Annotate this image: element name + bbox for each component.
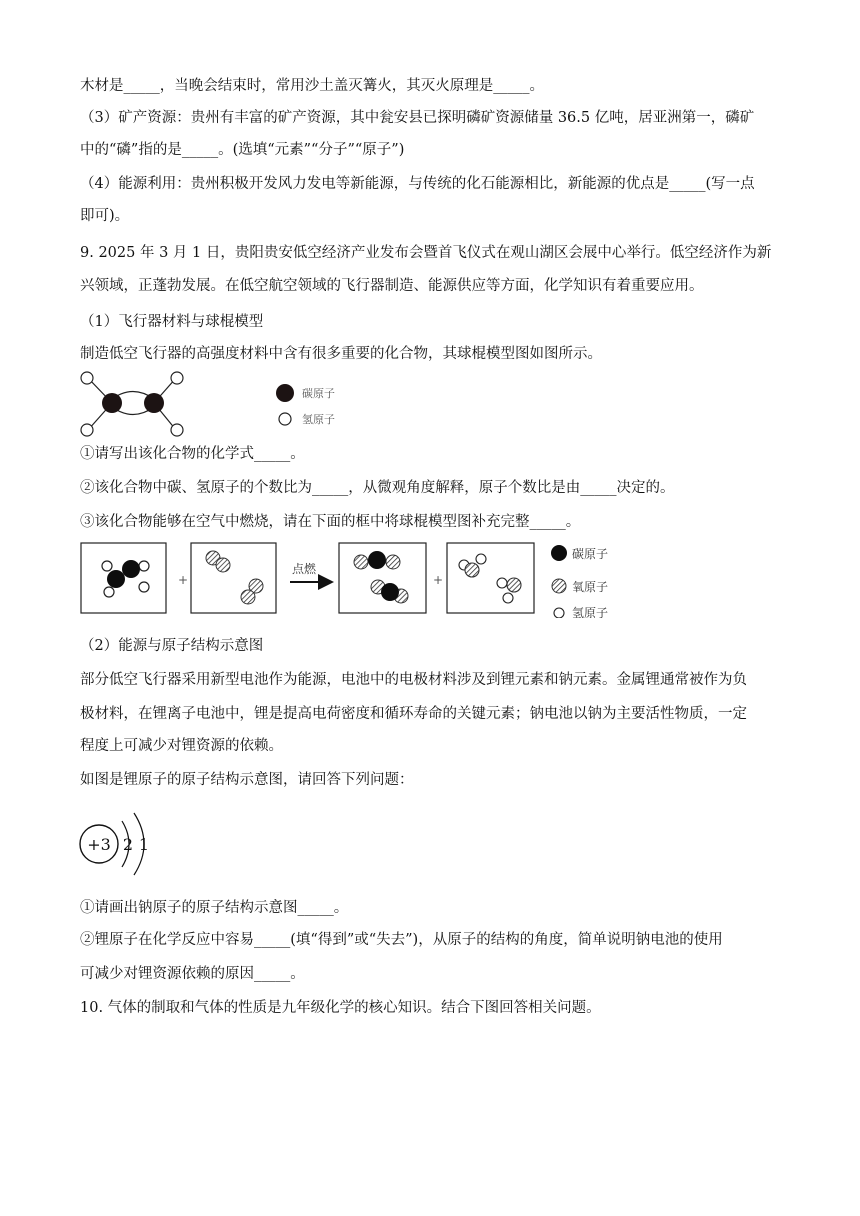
- hydrogen-atom: [476, 554, 486, 564]
- oxygen-atom: [507, 578, 521, 592]
- nucleus-charge: +3: [87, 835, 111, 854]
- text-line: 极材料，在锂离子电池中，锂是提高电荷密度和循环寿命的关键元素；钠电池以钠为主要活性物质，一定: [80, 706, 747, 722]
- hydrogen-atom: [102, 561, 112, 571]
- legend-oxygen-swatch: [552, 579, 566, 593]
- plus-sign: +: [178, 573, 189, 587]
- hydrogen-atom: [104, 587, 114, 597]
- subheading: （1）飞行器材料与球棍模型: [80, 314, 264, 330]
- text-line: （3）矿产资源：贵州有丰富的矿产资源，其中瓮安县已探明磷矿资源储量 36.5 亿吨，居亚洲第一，磷矿: [80, 110, 755, 126]
- question-line: ②锂原子在化学反应中容易_____(填“得到”或“失去”)，从原子的结构的角度，简单说明钠电池的使用: [80, 932, 723, 948]
- question-line: ③该化合物能够在空气中燃烧，请在下面的框中将球棍模型图补充完整_____。: [80, 514, 581, 530]
- carbon-atom: [368, 551, 386, 569]
- text-line: 中的“磷”指的是_____。(选填“元素”“分子”“原子”): [80, 142, 405, 158]
- legend-carbon-swatch: [276, 384, 294, 402]
- question-10-line: 10. 气体的制取和气体的性质是九年级化学的核心知识。结合下图回答相关问题。: [80, 1000, 601, 1016]
- hydrogen-atom: [139, 561, 149, 571]
- question-9-line: 兴领域，正蓬勃发展。在低空航空领域的飞行器制造、能源供应等方面，化学知识有着重要应用。: [80, 278, 704, 294]
- hydrogen-atom: [139, 582, 149, 592]
- shell-1-electrons: 2: [122, 835, 134, 854]
- carbon-atom: [122, 560, 140, 578]
- lithium-atom-structure-diagram: [76, 808, 166, 880]
- legend-hydrogen-swatch: [279, 413, 291, 425]
- question-line: ②该化合物中碳、氢原子的个数比为_____，从微观角度解释，原子个数比是由_____决定的。: [80, 480, 675, 496]
- text-line: 即可)。: [80, 208, 130, 224]
- text-line: （4）能源利用：贵州积极开发风力发电等新能源，与传统的化石能源相比，新能源的优点是_____(写一点: [80, 176, 755, 192]
- text-line: 木材是_____，当晚会结束时，常用沙土盖灭篝火，其灭火原理是_____。: [80, 78, 544, 94]
- oxygen-atom: [354, 555, 368, 569]
- text-line: 部分低空飞行器采用新型电池作为能源，电池中的电极材料涉及到锂元素和钠元素。金属锂通常被作为负: [80, 672, 747, 688]
- oxygen-atom: [216, 558, 230, 572]
- hydrogen-atom: [497, 578, 507, 588]
- legend-hydrogen-swatch: [554, 608, 564, 618]
- question-line: ①请写出该化合物的化学式_____。: [80, 446, 305, 462]
- question-line: ①请画出钠原子的原子结构示意图_____。: [80, 900, 349, 916]
- oxygen-atom: [465, 563, 479, 577]
- hydrogen-atom: [81, 372, 93, 384]
- carbon-atom: [102, 393, 122, 413]
- subheading: （2）能源与原子结构示意图: [80, 638, 264, 654]
- hydrogen-atom: [503, 593, 513, 603]
- hydrogen-atom: [81, 424, 93, 436]
- carbon-atom: [107, 570, 125, 588]
- legend-hydrogen-label: 氢原子: [572, 606, 609, 618]
- reaction-diagram: [78, 540, 618, 618]
- carbon-atom: [144, 393, 164, 413]
- oxygen-atom: [386, 555, 400, 569]
- carbon-atom: [381, 583, 399, 601]
- hydrogen-atom: [171, 372, 183, 384]
- text-line: 如图是锂原子的原子结构示意图，请回答下列问题：: [80, 772, 414, 788]
- question-9-line: 9. 2025 年 3 月 1 日，贵阳贵安低空经济产业发布会暨首飞仪式在观山湖区会展中心举行。低空经济作为新: [80, 245, 772, 261]
- hydrogen-atom: [171, 424, 183, 436]
- plus-sign: +: [433, 573, 444, 587]
- legend-oxygen-label: 氧原子: [572, 580, 609, 594]
- oxygen-atom: [241, 590, 255, 604]
- shell-2-electrons: 1: [138, 835, 150, 854]
- text-line: 制造低空飞行器的高强度材料中含有很多重要的化合物，其球棍模型图如图所示。: [80, 346, 602, 362]
- question-line: 可减少对锂资源依赖的原因_____。: [80, 966, 305, 982]
- legend-carbon-swatch: [551, 545, 567, 561]
- legend-carbon-label: 碳原子: [302, 387, 335, 400]
- legend-carbon-label: 碳原子: [572, 547, 609, 561]
- ball-stick-model-figure: [76, 368, 356, 440]
- reactant-box-oxygen: [191, 543, 276, 613]
- legend-hydrogen-label: 氢原子: [302, 413, 335, 426]
- product-box-water: [447, 543, 534, 613]
- text-line: 程度上可减少对锂资源的依赖。: [80, 738, 283, 754]
- reaction-condition-label: 点燃: [292, 562, 317, 576]
